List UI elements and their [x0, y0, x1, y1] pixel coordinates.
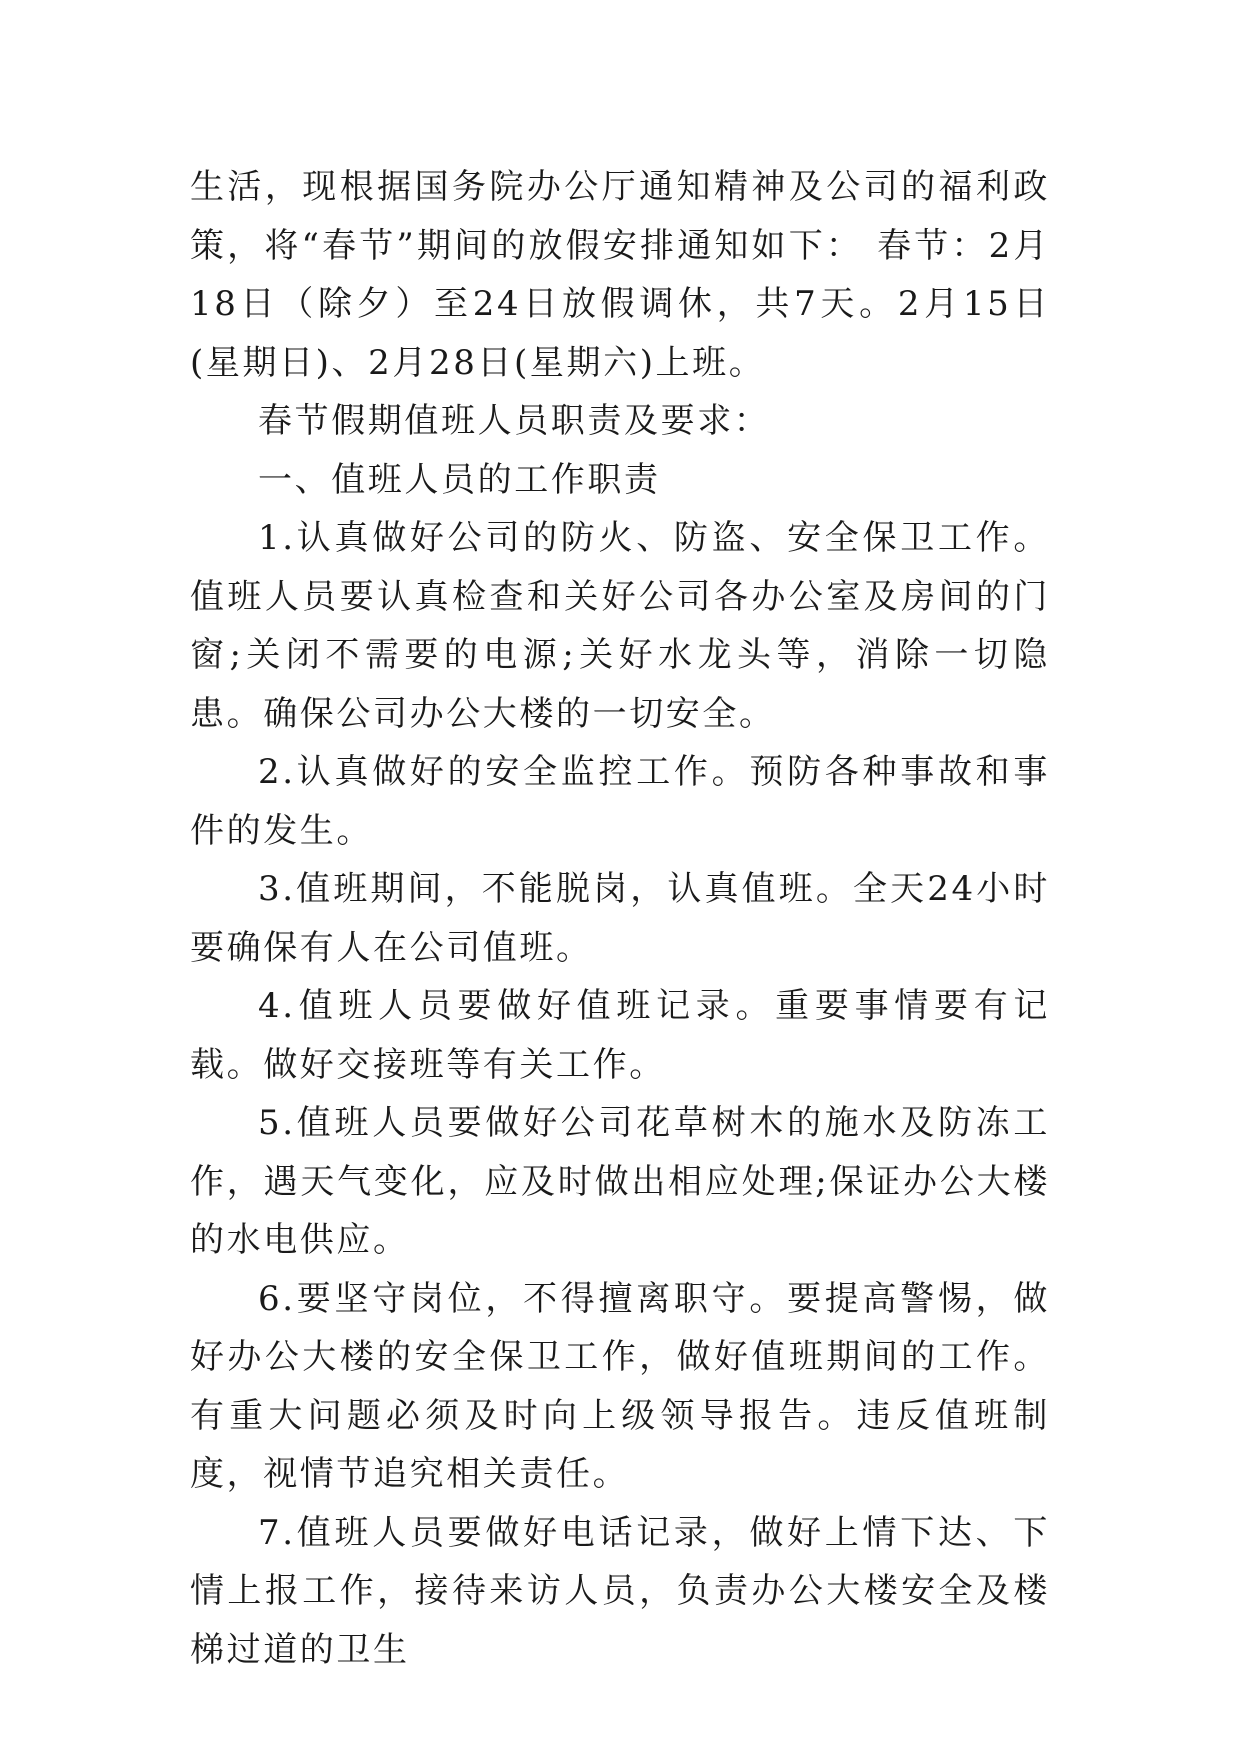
list-item-2: 2.认真做好的安全监控工作。预防各种事故和事件的发生。 [190, 752, 1050, 851]
section-heading-duty-responsibilities: 一、值班人员的工作职责 [258, 459, 661, 500]
list-item-1: 1.认真做好公司的防火、防盗、安全保卫工作。值班人员要认真检查和关好公司各办公室及房间的门窗;关闭不需要的电源;关好水龙头等，消除一切隐患。确保公司办公大楼的一切安全。 [190, 518, 1050, 734]
list-item-5: 5.值班人员要做好公司花草树木的施水及防冻工作，遇天气变化，应及时做出相应处理;保证办公大楼的水电供应。 [190, 1103, 1050, 1260]
document-body [190, 158, 1050, 1679]
paragraph-holiday-schedule: 生活，现根据国务院办公厅通知精神及公司的福利政策，将“春节”期间的放假安排通知如下： 春节：2月18日（除夕）至24日放假调休，共7天。2月15日(星期日)、2月28日(星期六)上班。 [190, 167, 1050, 383]
paragraph-duty-requirements-heading: 春节假期值班人员职责及要求： [258, 401, 771, 441]
list-item-7: 7.值班人员要做好电话记录，做好上情下达、下情上报工作，接待来访人员，负责办公大楼安全及楼梯过道的卫生 [190, 1512, 1050, 1670]
list-item-6: 6.要坚守岗位，不得擅离职守。要提高警惕，做好办公大楼的安全保卫工作，做好值班期间的工作。有重大问题必须及时向上级领导报告。违反值班制度，视情节追究相关责任。 [190, 1278, 1050, 1494]
list-item-4: 4.值班人员要做好值班记录。重要事情要有记载。做好交接班等有关工作。 [190, 986, 1050, 1085]
list-item-3: 3.值班期间，不能脱岗，认真值班。全天24小时要确保有人在公司值班。 [190, 869, 1050, 968]
